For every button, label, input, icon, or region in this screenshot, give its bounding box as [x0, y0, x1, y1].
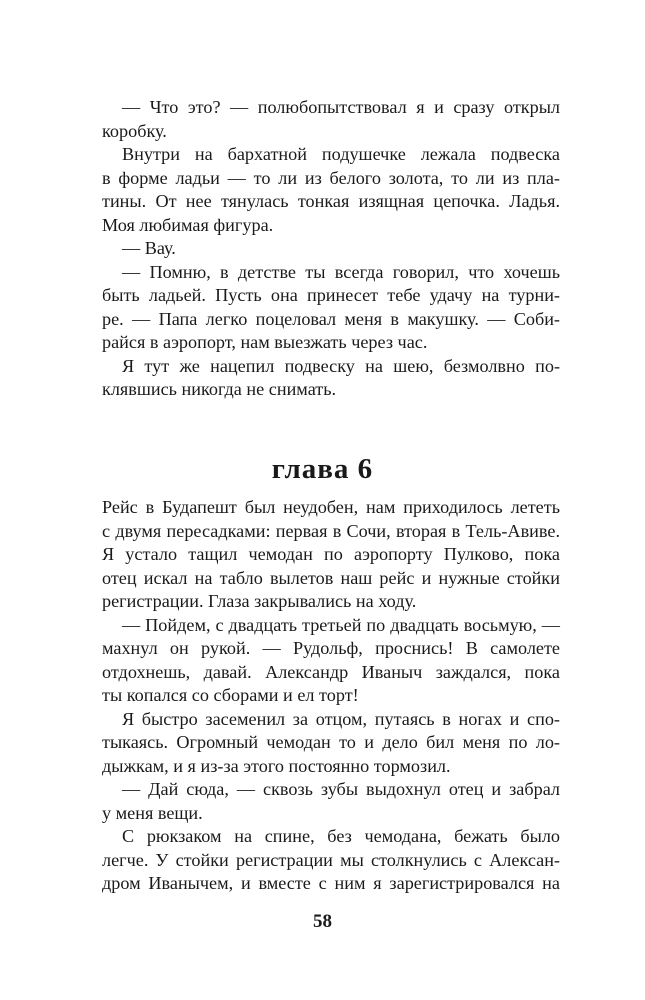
text-line: Внутри на бархатной подушечке лежала подвеска — [122, 144, 560, 164]
text-line: Рейс в Будапешт был неудобен, нам приходилось лететь — [102, 497, 560, 517]
text-line: у меня вещи. — [102, 802, 203, 823]
text-line: дыжкам, и я из-за этого постоянно тормозил. — [102, 755, 451, 776]
text-block-top — [102, 96, 560, 402]
text-line: легче. У стойки регистрации мы столкнулись с Алексан- — [102, 849, 560, 870]
text-line: Я устало тащил чемодан по аэропорту Пулково, пока — [102, 544, 560, 564]
page-number: 58 — [313, 911, 332, 932]
text-line: ты копался со сборами и ел торт! — [102, 685, 359, 705]
text-line: в форме ладьи — то ли из белого золота, то ли из пла- — [102, 167, 560, 188]
text-line: тыкаясь. Огромный чемодан то и дело бил меня по ло- — [102, 732, 560, 752]
text-line: — Что это? — полюбопытствовал я и сразу открыл — [122, 97, 560, 117]
text-line: райся в аэропорт, нам выезжать через час. — [102, 332, 428, 352]
text-line: отдохнешь, давай. Александр Иваныч заждался, пока — [102, 661, 560, 682]
text-line: дром Иванычем, и вместе с ним я зарегистрировался на — [102, 873, 560, 893]
chapter-title: глава 6 — [271, 453, 374, 485]
text-line: отец искал на табло вылетов наш рейс и нужные стойки — [102, 567, 560, 588]
text-line: Я тут же нацепил подвеску на шею, безмолвно по- — [122, 355, 560, 376]
text-line: клявшись никогда не снимать. — [102, 379, 337, 399]
text-line: Моя любимая фигура. — [102, 214, 274, 235]
text-line: — Пойдем, с двадцать третьей по двадцать восьмую, — — [122, 614, 560, 635]
text-line: махнул он рукой. — Рудольф, проснись! В самолете — [102, 638, 560, 658]
text-line: регистрации. Глаза закрывались на ходу. — [102, 591, 417, 611]
text-line: С рюкзаком на спине, без чемодана, бежать было — [122, 826, 560, 846]
text-line: коробку. — [102, 120, 167, 141]
text-line: быть ладьей. Пусть она принесет тебе удачу на турни- — [102, 285, 560, 305]
text-line: — Вау. — [122, 238, 176, 258]
text-line: — Помню, в детстве ты всегда говорил, что хочешь — [122, 261, 560, 282]
text-line: Я быстро засеменил за отцом, путаясь в ногах и спо- — [122, 708, 560, 729]
text-line: ре. — Папа легко поцеловал меня в макушку. — Соби- — [102, 308, 560, 329]
text-block-bottom — [102, 496, 560, 896]
text-line: — Дай сюда, — сквозь зубы выдохнул отец и забрал — [122, 779, 560, 799]
text-line: с двумя пересадками: первая в Сочи, вторая в Тель-Авиве. — [102, 520, 560, 541]
text-line: тины. От нее тянулась тонкая изящная цепочка. Ладья. — [102, 191, 560, 211]
